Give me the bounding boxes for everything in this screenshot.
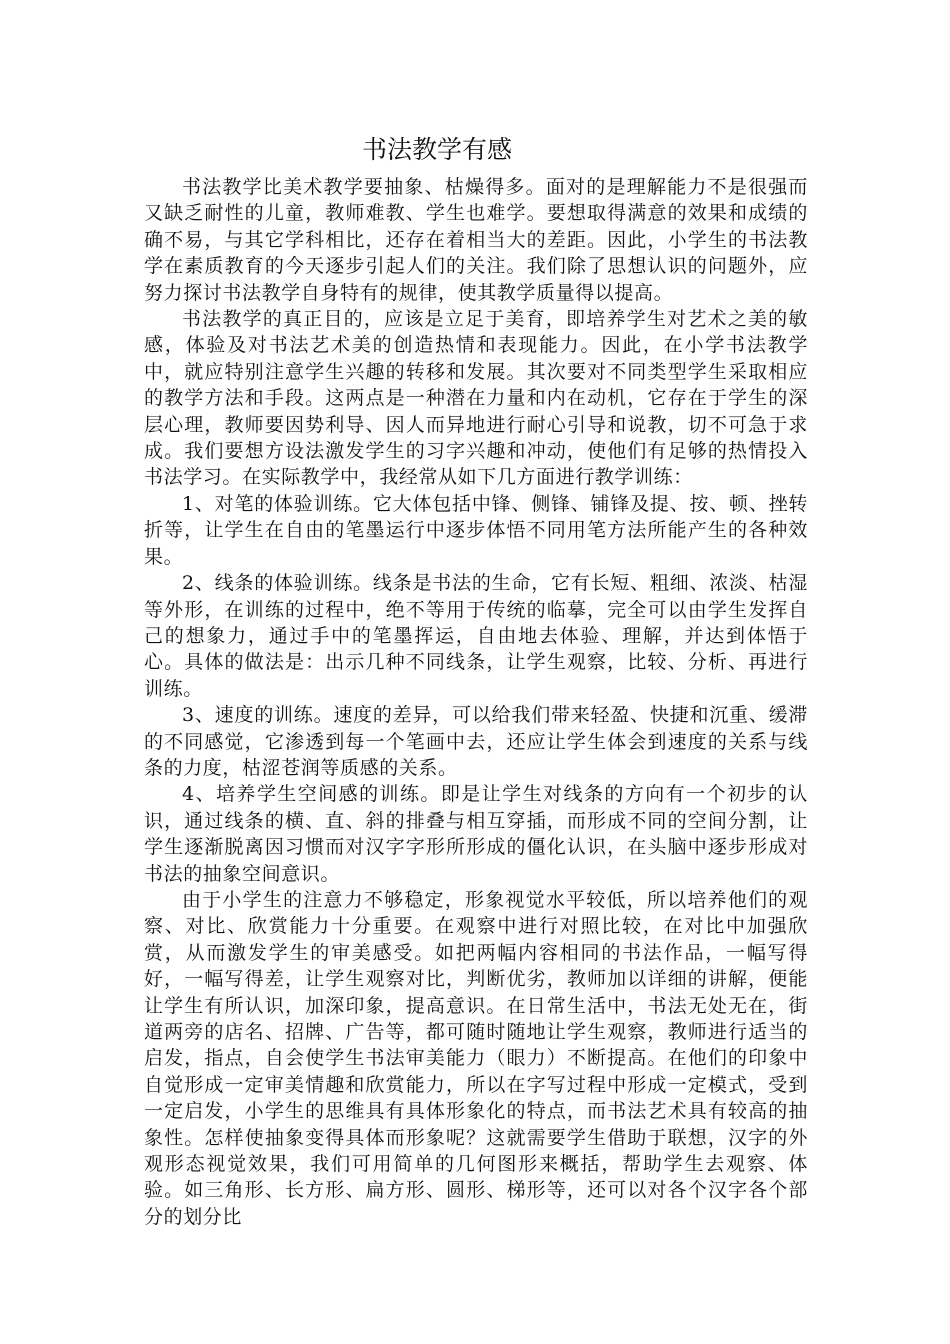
document-title: 书法教学有感: [361, 135, 512, 164]
paragraph: 由于小学生的注意力不够稳定，形象视觉水平较低，所以培养他们的观察、对比、欣赏能力十分重要。在观察中进行对照比较，在对比中加强欣赏，从而激发学生的审美感受。如把两幅内容相同的书法作品，一幅写得好，一幅写得差，让学生观察对比，判断优劣，教师加以详细的讲解，便能让学生有所认识，加深印象，提高意识。在日常生活中，书法无处无在，街道两旁的店名、招牌、广告等，都可随时随地让学生观察，教师进行适当的启发，指点，自会使学生书法审美能力（眼力）不断提高。在他们的印象中自觉形成一定审美情趣和欣赏能力，所以在字写过程中形成一定模式，受到一定启发，小学生的思维具有具体形象化的特点，而书法艺术具有较高的抽象性。怎样使抽象变得具体而形象呢？这就需要学生借助于联想，汉字的外观形态视觉效果，我们可用简单的几何图形来概括，帮助学生去观察、体验。如三角形、长方形、扁方形、圆形、梯形等，还可以对各个汉字各个部分的划分比: [144, 888, 808, 1228]
paragraph: 书法教学的真正目的，应该是立足于美育，即培养学生对艺术之美的敏感，体验及对书法艺术美的创造热情和表现能力。因此，在小学书法教学中，就应特别注意学生兴趣的转移和发展。其次要对不同类型学生采取相应的教学方法和手段。这两点是一种潜在力量和内在动机，它存在于学生的深层心理，教师要因势利导、因人而异地进行耐心引导和说教，切不可急于求成。我们要想方设法激发学生的习字兴趣和冲动，使他们有足够的热情投入书法学习。在实际教学中，我经常从如下几方面进行教学训练：: [144, 308, 808, 489]
paragraph: 书法教学比美术教学要抽象、枯燥得多。面对的是理解能力不是很强而又缺乏耐性的儿童，教师难教、学生也难学。要想取得满意的效果和成绩的确不易，与其它学科相比，还存在着相当大的差距。因此，小学生的书法教学在素质教育的今天逐步引起人们的关注。我们除了思想认识的问题外，应努力探讨书法教学自身特有的规律，使其教学质量得以提高。: [144, 176, 808, 304]
paragraph: 2、线条的体验训练。线条是书法的生命，它有长短、粗细、浓淡、枯湿等外形，在训练的过程中，绝不等用于传统的临摹，完全可以由学生发挥自己的想象力，通过手中的笔墨挥运，自由地去体验、理解，并达到体悟于心。具体的做法是：出示几种不同线条，让学生观察，比较、分析、再进行训练。: [144, 572, 808, 700]
paragraph: 4、培养学生空间感的训练。即是让学生对线条的方向有一个初步的认识，通过线条的横、直、斜的排叠与相互穿插，而形成不同的空间分割，让学生逐渐脱离因习惯而对汉字字形所形成的僵化认识，在头脑中逐步形成对书法的抽象空间意识。: [144, 783, 808, 885]
document-body: [144, 174, 808, 1230]
paragraph: 3、速度的训练。速度的差异，可以给我们带来轻盈、快捷和沉重、缓滞的不同感觉，它渗透到每一个笔画中去，还应让学生体会到速度的关系与线条的力度，枯涩苍润等质感的关系。: [144, 704, 808, 779]
paragraph: 1、对笔的体验训练。它大体包括中锋、侧锋、铺锋及提、按、顿、挫转折等，让学生在自由的笔墨运行中逐步体悟不同用笔方法所能产生的各种效果。: [144, 492, 808, 568]
